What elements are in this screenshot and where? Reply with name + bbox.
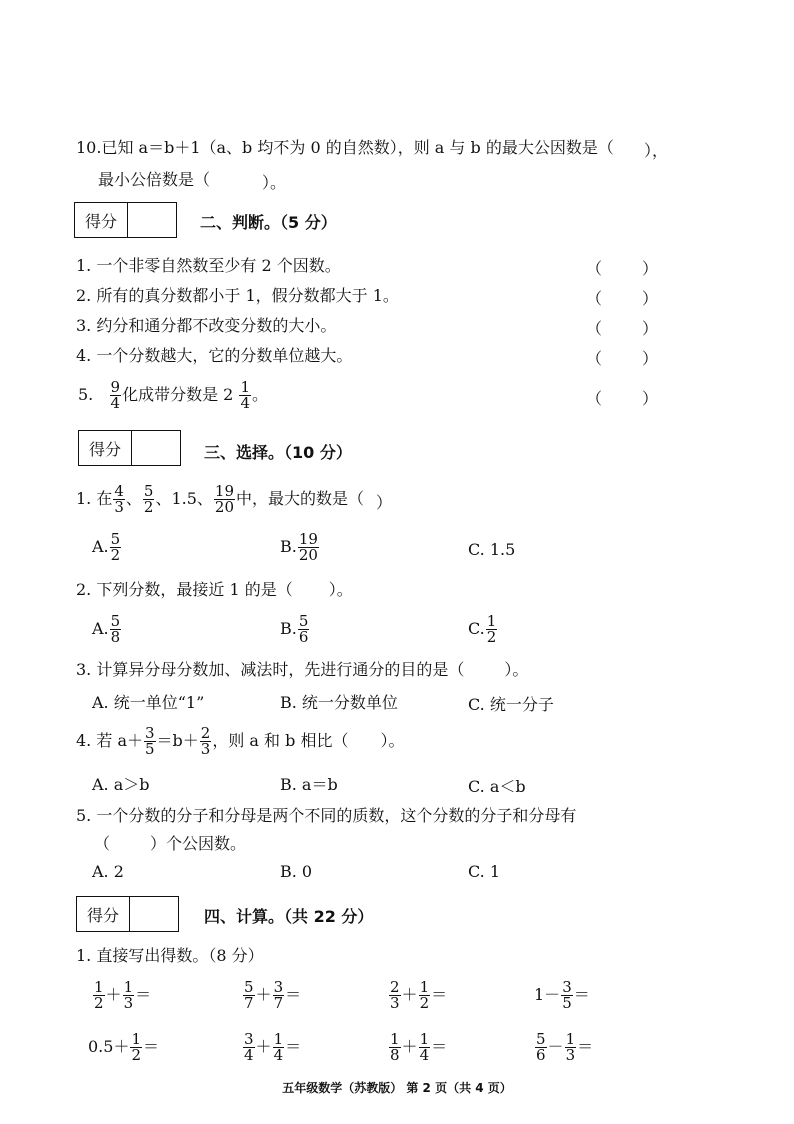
q10-blank1-close: ）， — [644, 141, 669, 160]
choice-q5-option-c[interactable]: C. 1 — [468, 862, 501, 881]
calc-item-1[interactable]: $\frac{1}{2}$ ＋ $\frac{1}{3}$ ＝ — [94, 978, 152, 1012]
fraction: $\frac{1}{4}$ — [419, 1030, 430, 1064]
choice-q2: 2. 下列分数，最接近 1 的是（ ）。 — [76, 580, 353, 599]
judge-answer-1[interactable]: （ ） — [586, 259, 659, 278]
choice-q3: 3. 计算异分母分数加、减法时，先进行通分的目的是（ ）。 — [76, 660, 529, 679]
fraction: $\frac{1}{2}$ — [94, 978, 104, 1012]
fraction: $\frac{19}{20}$ — [298, 530, 318, 564]
score-label: 得分 — [75, 203, 128, 237]
score-box-section3 — [78, 430, 181, 466]
fraction: $\frac{5}{7}$ — [244, 978, 254, 1012]
section2-title: 二、判断。（5 分） — [200, 213, 337, 232]
fraction: $\frac{3}{4}$ — [244, 1030, 254, 1064]
q10-text-2: 最小公倍数是（ — [98, 170, 211, 189]
score-blank[interactable] — [130, 897, 178, 931]
fraction: $\frac{19}{20}$ — [214, 482, 235, 516]
q10-blank2-close: ）。 — [262, 173, 287, 192]
judge-answer-4[interactable]: （ ） — [586, 349, 659, 368]
choice-q1: 1. 在 $\frac{4}{3}$ 、 $\frac{5}{2}$ 、1.5、 $\frac{19}{20}$ 中，最大的数是（ — [76, 482, 365, 516]
judge-item-4: 4. 一个分数越大，它的分数单位越大。 — [76, 346, 353, 365]
choice-q5-option-a[interactable]: A. 2 — [92, 862, 124, 881]
choice-q3-option-a[interactable]: A. 统一单位“1” — [92, 693, 205, 712]
calc-title: 1. 直接写出得数。（8 分） — [76, 946, 264, 965]
fraction: $\frac{3}{5}$ — [144, 724, 155, 758]
choice-q3-option-b[interactable]: B. 统一分数单位 — [280, 693, 398, 712]
fraction: $\frac{9}{4}$ — [110, 378, 121, 412]
judge-answer-5[interactable]: （ ） — [586, 389, 659, 408]
calc-item-8[interactable]: $\frac{5}{6}$ － $\frac{1}{3}$ ＝ — [536, 1030, 594, 1064]
choice-q5-option-b[interactable]: B. 0 — [280, 862, 313, 881]
fraction: $\frac{1}{2}$ — [486, 612, 497, 646]
choice-q1-option-a[interactable]: A. $\frac{5}{2}$ — [92, 530, 121, 564]
score-label: 得分 — [79, 431, 132, 465]
fraction: $\frac{1}{4}$ — [240, 378, 250, 412]
judge-answer-2[interactable]: （ ） — [586, 289, 659, 308]
choice-q4: 4. 若 a＋ $\frac{3}{5}$ ＝b＋ $\frac{2}{3}$ ，则 a 和 b 相比（ ）。 — [76, 724, 405, 758]
calc-item-6[interactable]: $\frac{3}{4}$ ＋ $\frac{1}{4}$ ＝ — [244, 1030, 302, 1064]
choice-q1-option-c[interactable]: C. 1.5 — [468, 540, 516, 559]
choice-q3-option-c[interactable]: C. 统一分子 — [468, 695, 554, 714]
fraction: $\frac{2}{3}$ — [390, 978, 400, 1012]
judge-item-2: 2. 所有的真分数都小于 1，假分数都大于 1。 — [76, 286, 399, 305]
fraction: $\frac{2}{3}$ — [200, 724, 211, 758]
q10-text: 10.已知 a＝b＋1（a、b 均不为 0 的自然数），则 a 与 b 的最大公因数是（ — [76, 138, 614, 157]
fraction: $\frac{1}{3}$ — [565, 1030, 576, 1064]
fraction: $\frac{5}{6}$ — [536, 1030, 546, 1064]
choice-q4-option-a[interactable]: A. a＞b — [92, 775, 150, 794]
calc-item-3[interactable]: $\frac{2}{3}$ ＋ $\frac{1}{2}$ ＝ — [390, 978, 448, 1012]
calc-item-5[interactable]: 0.5＋ $\frac{1}{2}$ ＝ — [88, 1030, 160, 1064]
choice-q4-option-c[interactable]: C. a＜b — [468, 777, 526, 796]
choice-q2-option-c[interactable]: C. $\frac{1}{2}$ — [468, 612, 497, 646]
score-blank[interactable] — [132, 431, 180, 465]
fraction: $\frac{3}{5}$ — [562, 978, 572, 1012]
fraction: $\frac{4}{3}$ — [114, 482, 124, 516]
calc-item-2[interactable]: $\frac{5}{7}$ ＋ $\frac{3}{7}$ ＝ — [244, 978, 302, 1012]
choice-q2-option-b[interactable]: B. $\frac{5}{6}$ — [280, 612, 309, 646]
fraction: $\frac{5}{8}$ — [110, 612, 121, 646]
judge-item-3: 3. 约分和通分都不改变分数的大小。 — [76, 316, 337, 335]
score-label: 得分 — [77, 897, 130, 931]
fraction: $\frac{1}{3}$ — [123, 978, 134, 1012]
choice-q1-option-b[interactable]: B. $\frac{19}{20}$ — [280, 530, 318, 564]
fraction: $\frac{1}{8}$ — [390, 1030, 400, 1064]
choice-q5-line1: 5. 一个分数的分子和分母是两个不同的质数，这个分数的分子和分母有 — [76, 806, 577, 825]
fraction: $\frac{5}{2}$ — [110, 530, 121, 564]
score-box-section4 — [76, 896, 179, 932]
fraction: $\frac{1}{2}$ — [131, 1030, 141, 1064]
choice-q1-close: ） — [376, 493, 393, 512]
section4-title: 四、计算。（共 22 分） — [204, 907, 374, 926]
choice-q5-line2: （ ）个公因数。 — [94, 834, 247, 853]
q10-line2 — [98, 170, 210, 190]
score-box-section2 — [74, 202, 177, 238]
fraction: $\frac{1}{2}$ — [419, 978, 430, 1012]
calc-item-4[interactable]: 1－ $\frac{3}{5}$ ＝ — [534, 978, 590, 1012]
q10-line1 — [76, 138, 614, 158]
choice-q2-option-a[interactable]: A. $\frac{5}{8}$ — [92, 612, 121, 646]
score-blank[interactable] — [128, 203, 176, 237]
judge-item-5: 5. $\frac{9}{4}$ 化成带分数是 2 $\frac{1}{4}$ 。 — [78, 378, 269, 412]
fraction: $\frac{3}{7}$ — [273, 978, 284, 1012]
fraction: $\frac{1}{4}$ — [273, 1030, 284, 1064]
judge-answer-3[interactable]: （ ） — [586, 319, 659, 338]
page-footer: 五年级数学（苏教版） 第 2 页（共 4 页） — [282, 1081, 512, 1095]
choice-q4-option-b[interactable]: B. a＝b — [280, 775, 338, 794]
fraction: $\frac{5}{6}$ — [298, 612, 309, 646]
fraction: $\frac{5}{2}$ — [143, 482, 154, 516]
section3-title: 三、选择。（10 分） — [204, 443, 352, 462]
judge-item-1: 1. 一个非零自然数至少有 2 个因数。 — [76, 256, 341, 275]
calc-item-7[interactable]: $\frac{1}{8}$ ＋ $\frac{1}{4}$ ＝ — [390, 1030, 448, 1064]
